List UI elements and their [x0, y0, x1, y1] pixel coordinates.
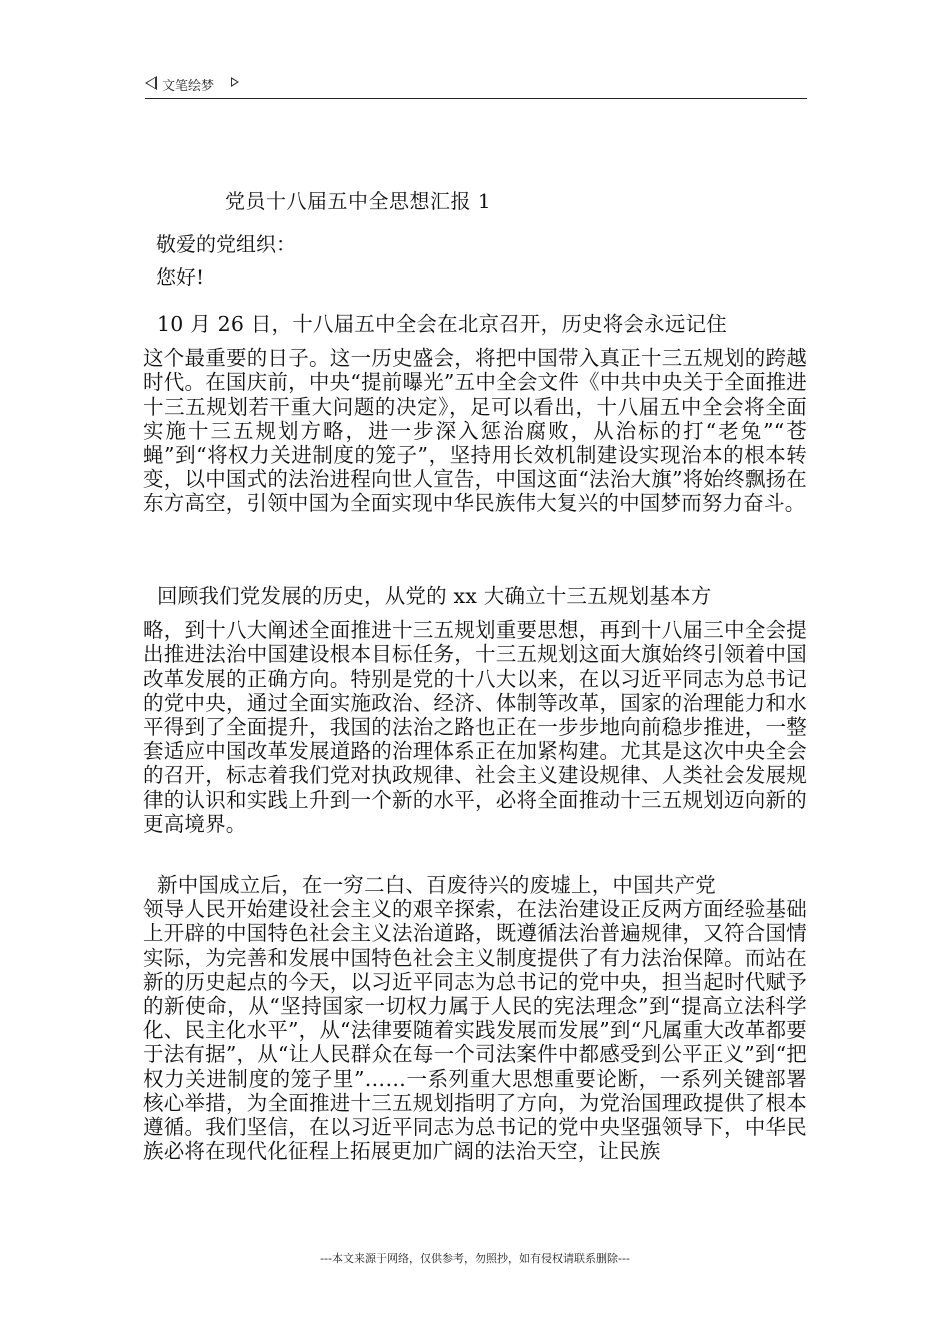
- hello-line: 您好!: [156, 265, 205, 289]
- paragraph-3-body: 领导人民开始建设社会主义的艰辛探索，在法治建设正反两方面经验基础上开辟的中国特色社会主义法治道路，既遵循法治普遍规律，又符合国情实际，为完善和发展中国特色社会主义制度提供了有力法治保障。而站在新的历史起点的今天，以习近平同志为总书记的党中央，担当起时代赋予的新使命，从“坚持国家一切权力属于人民的宪法理念”到“提高立法科学化、民主化水平”，从“法律要随着实践发展而发展”到“凡属重大改革都要于法有据”，从“让人民群众在每一个司法案件中都感受到公平正义”到“把权力关进制度的笼子里”……一系列重大思想重要论断，一系列关键部署核心举措，为全面推进十三五规划指明了方向，为党治国理政提供了根本遵循。我们坚信，在以习近平同志为总书记的党中央坚强领导下，中华民族必将在现代化征程上拓展更加广阔的法治天空，让民族: [143, 897, 807, 1164]
- greeting: 敬爱的党组织：: [156, 232, 296, 256]
- footer-notice: ---本文来源于网络，仅供参考，勿照抄，如有侵权请联系删除---: [320, 1252, 630, 1265]
- paragraph-3-first-line: 新中国成立后，在一穷二白、百废待兴的废墟上，中国共产党: [157, 873, 716, 897]
- left-triangle-icon: [145, 76, 157, 90]
- paragraph-2-body: 略，到十八大阐述全面推进十三五规划重要思想，再到十八届三中全会提出推进法治中国建设根本目标任务，十三五规划这面大旗始终引领着中国改革发展的正确方向。特别是党的十八大以来，在以习近平同志为总书记的党中央，通过全面实施政治、经济、体制等改革，国家的治理能力和水平得到了全面提升，我国的法治之路也正在一步步地向前稳步推进，一整套适应中国改革发展道路的治理体系正在加紧构建。尤其是这次中央全会的召开，标志着我们党对执政规律、社会主义建设规律、人类社会发展规律的认识和实践上升到一个新的水平，必将全面推动十三五规划迈向新的更高境界。: [143, 618, 807, 836]
- right-triangle-icon: [231, 77, 239, 87]
- page-header: [145, 74, 807, 99]
- header-brand: 文笔绘梦: [162, 79, 215, 94]
- paragraph-1: [143, 312, 807, 516]
- paragraph-3: [143, 873, 807, 1163]
- document-title: 党员十八届五中全思想汇报 1: [225, 189, 492, 213]
- paragraph-1-body: 这个最重要的日子。这一历史盛会，将把中国带入真正十三五规划的跨越时代。在国庆前，中央“提前曝光”五中全会文件《中共中央关于全面推进十三五规划若干重大问题的决定》，足可以看出，十八届五中全会将全面实施十三五规划方略，进一步深入惩治腐败，从治标的打“老兔”“苍蝇”到“将权力关进制度的笼子”，坚持用长效机制建设实现治本的根本转变，以中国式的法治进程向世人宣告，中国这面“法治大旗”将始终飘扬在东方高空，引领中国为全面实现中华民族伟大复兴的中国梦而努力奋斗。: [143, 346, 807, 516]
- paragraph-2-first-line: 回顾我们党发展的历史，从党的 xx 大确立十三五规划基本方: [157, 584, 712, 608]
- paragraph-1-first-line: 10 月 26 日，十八届五中全会在北京召开，历史将会永远记住: [157, 312, 727, 336]
- paragraph-2: [143, 584, 807, 836]
